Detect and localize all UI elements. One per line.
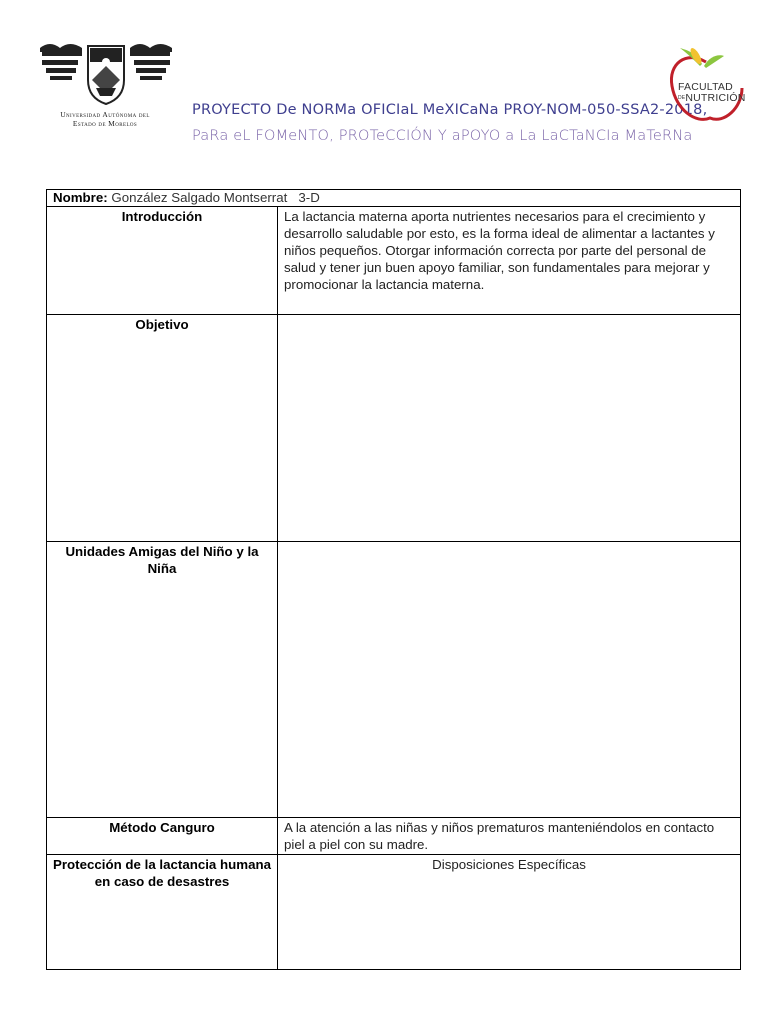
row-content-unidades-amigas bbox=[278, 542, 741, 818]
row-label-proteccion-desastres: Protección de la lactancia humana en caso de desastres bbox=[47, 855, 278, 970]
table-row-introduccion bbox=[47, 207, 741, 315]
faculty-logo-small: DE bbox=[678, 94, 686, 101]
document-title: PROYECTO De NORMa OFICIaL MeXICaNa PROY-NOM-050-SSA2-2018, bbox=[192, 102, 708, 118]
row-label-objetivo: Objetivo bbox=[47, 315, 278, 542]
name-value: González Salgado Montserrat 3-D bbox=[111, 190, 320, 205]
row-content-objetivo bbox=[278, 315, 741, 542]
table-row-objetivo bbox=[47, 315, 741, 542]
university-caption bbox=[30, 110, 180, 128]
worksheet-table bbox=[46, 189, 741, 970]
faculty-logo-line2 bbox=[678, 93, 758, 104]
table-row-metodo-canguro bbox=[47, 818, 741, 855]
faculty-logo-text bbox=[678, 82, 758, 103]
row-label-introduccion: Introducción bbox=[47, 207, 278, 315]
name-label: Nombre: bbox=[53, 190, 108, 205]
table-row-proteccion-desastres bbox=[47, 855, 741, 970]
row-label-unidades-amigas: Unidades Amigas del Niño y la Niña bbox=[47, 542, 278, 818]
table-row-unidades-amigas bbox=[47, 542, 741, 818]
faculty-logo-line1: FACULTAD bbox=[678, 81, 733, 93]
row-label-metodo-canguro: Método Canguro bbox=[47, 818, 278, 855]
document-subtitle: PaRa eL FOMeNTO, PROTeCCIÓN Y aPOYO a La LaCTaNCIa MaTeRNa bbox=[192, 128, 693, 144]
row-content-proteccion-desastres: Disposiciones Específicas bbox=[278, 855, 741, 970]
university-caption-line1: Universidad Autónoma del bbox=[60, 110, 150, 119]
row-content-introduccion: La lactancia materna aporta nutrientes necesarios para el crecimiento y desarrollo saludable por esto, es la forma ideal de alimentar a lactantes y niños pequeños. Otorgar información correcta por parte del personal de salud y tener jun buen apoyo familiar, son fundamentales para mejorar y promocionar la lactancia materna. bbox=[278, 207, 741, 315]
name-row bbox=[47, 190, 741, 207]
university-caption-line2: Estado de Morelos bbox=[72, 119, 138, 128]
name-cell bbox=[47, 190, 741, 207]
faculty-logo-line2-text: NUTRICIÓN bbox=[685, 91, 746, 104]
row-content-metodo-canguro: A la atención a las niñas y niños prematuros manteniéndolos en contacto piel a piel con su madre. bbox=[278, 818, 741, 855]
